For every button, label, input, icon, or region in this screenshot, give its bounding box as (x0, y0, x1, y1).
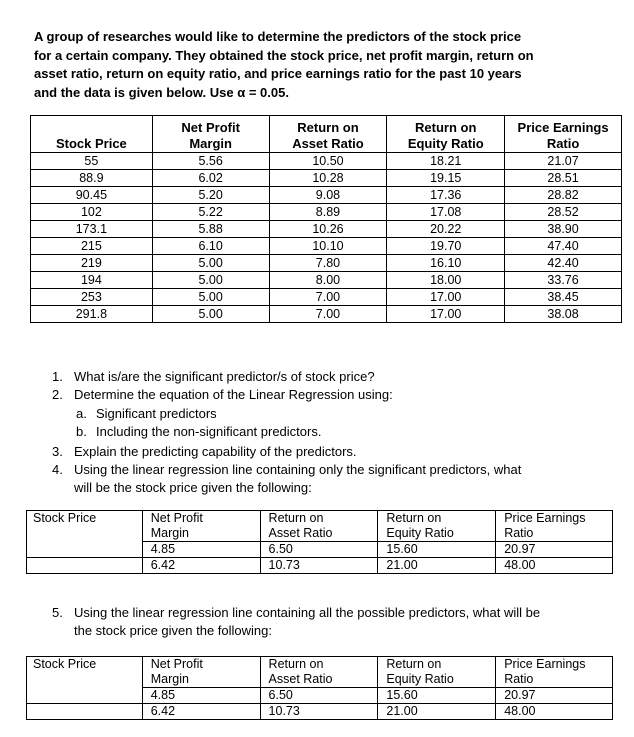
table-cell: 38.90 (505, 221, 622, 238)
table-cell: 7.80 (269, 255, 387, 272)
table-cell: 10.73 (260, 558, 378, 574)
table-cell: 5.00 (152, 306, 269, 323)
table-cell: 5.00 (152, 255, 269, 272)
table-row (31, 238, 622, 255)
table-row (27, 688, 613, 704)
table-cell: 21.00 (378, 558, 496, 574)
table-cell: 4.85 (142, 542, 260, 558)
stock-data-table (30, 115, 622, 323)
header-price-earnings: Price Earnings Ratio (496, 511, 613, 542)
table-cell: 42.40 (505, 255, 622, 272)
table-cell: 5.00 (152, 289, 269, 306)
header-net-profit-margin: Net Profit Margin (142, 657, 260, 688)
table-cell: 55 (31, 153, 153, 170)
table-cell: 88.9 (31, 170, 153, 187)
table-cell: 8.00 (269, 272, 387, 289)
table-cell: 7.00 (269, 306, 387, 323)
table-cell: 48.00 (496, 558, 613, 574)
table-cell: 28.52 (505, 204, 622, 221)
table-cell: 47.40 (505, 238, 622, 255)
table-cell: 15.60 (378, 542, 496, 558)
table-cell: 48.00 (496, 704, 613, 720)
table-row (27, 558, 613, 574)
table-cell: 21.00 (378, 704, 496, 720)
prediction-table-2 (26, 656, 613, 720)
stock-price-blank (27, 704, 143, 720)
table-cell: 18.21 (387, 153, 505, 170)
question-2: 2. Determine the equation of the Linear Regression using: (52, 387, 393, 402)
table-cell: 253 (31, 289, 153, 306)
table-cell: 8.89 (269, 204, 387, 221)
table-cell: 215 (31, 238, 153, 255)
table-cell: 10.73 (260, 704, 378, 720)
table-cell: 28.82 (505, 187, 622, 204)
intro-line: asset ratio, return on equity ratio, and price earnings ratio for the past 10 years (34, 66, 522, 81)
table-cell: 4.85 (142, 688, 260, 704)
table-cell: 15.60 (378, 688, 496, 704)
table-cell: 38.45 (505, 289, 622, 306)
intro-line: for a certain company. They obtained the stock price, net profit margin, return on (34, 47, 534, 63)
table-cell: 20.97 (496, 688, 613, 704)
table-cell: 291.8 (31, 306, 153, 323)
table-row (31, 187, 622, 204)
table-cell: 19.15 (387, 170, 505, 187)
header-return-on-asset: Return on Asset Ratio (260, 657, 378, 688)
table-cell: 16.10 (387, 255, 505, 272)
table-cell: 10.10 (269, 238, 387, 255)
table-row (31, 153, 622, 170)
table-cell: 20.22 (387, 221, 505, 238)
table-cell: 17.00 (387, 306, 505, 323)
table-cell: 194 (31, 272, 153, 289)
table-cell: 10.26 (269, 221, 387, 238)
question-1: 1. What is/are the significant predictor/s of stock price? (52, 369, 375, 384)
question-4: 4. Using the linear regression line containing only the significant predictors, what will be the stock price given the following: (52, 462, 522, 495)
table-cell: 102 (31, 204, 153, 221)
header-net-profit-margin: Net Profit Margin (152, 116, 269, 153)
table-cell: 6.42 (142, 558, 260, 574)
table-cell: 6.02 (152, 170, 269, 187)
table-cell: 17.36 (387, 187, 505, 204)
table-cell: 19.70 (387, 238, 505, 255)
header-return-on-equity: Return on Equity Ratio (387, 116, 505, 153)
table-header-row (27, 657, 613, 688)
table-cell: 17.00 (387, 289, 505, 306)
question-2a: a. Significant predictors (76, 406, 217, 421)
table-cell: 10.28 (269, 170, 387, 187)
table-cell: 90.45 (31, 187, 153, 204)
header-return-on-equity: Return on Equity Ratio (378, 511, 496, 542)
table-cell: 219 (31, 255, 153, 272)
table-row (31, 170, 622, 187)
table-row (31, 306, 622, 323)
table-cell: 33.76 (505, 272, 622, 289)
table-cell: 38.08 (505, 306, 622, 323)
table-cell: 6.42 (142, 704, 260, 720)
header-price-earnings: Price Earnings Ratio (505, 116, 622, 153)
stock-price-label: Stock Price (27, 657, 143, 688)
table-cell: 5.56 (152, 153, 269, 170)
stock-price-blank (27, 558, 143, 574)
table-cell: 5.22 (152, 204, 269, 221)
table-cell: 10.50 (269, 153, 387, 170)
intro-line: and the data is given below. Use α = 0.05. (34, 84, 289, 100)
header-return-on-asset: Return on Asset Ratio (260, 511, 378, 542)
table-row (31, 221, 622, 238)
table-cell: 5.00 (152, 272, 269, 289)
table-cell: 9.08 (269, 187, 387, 204)
stock-price-label: Stock Price (27, 511, 143, 542)
table-row (31, 255, 622, 272)
header-price-earnings: Price Earnings Ratio (496, 657, 613, 688)
table-cell: 173.1 (31, 221, 153, 238)
table-cell: 18.00 (387, 272, 505, 289)
table-header-row (27, 511, 613, 542)
intro-line: A group of researches would like to determine the predictors of the stock price (34, 29, 522, 44)
header-stock-price: Stock Price (31, 116, 153, 153)
table-row (27, 542, 613, 558)
header-return-on-equity: Return on Equity Ratio (378, 657, 496, 688)
table-cell: 6.10 (152, 238, 269, 255)
table-cell: 17.08 (387, 204, 505, 221)
table-cell: 28.51 (505, 170, 622, 187)
header-return-on-asset: Return on Asset Ratio (269, 116, 387, 153)
table-cell: 21.07 (505, 153, 622, 170)
table-header-row (31, 116, 622, 153)
prediction-table-1 (26, 510, 613, 574)
problem-intro (34, 28, 614, 102)
table-cell: 5.20 (152, 187, 269, 204)
table-cell: 7.00 (269, 289, 387, 306)
question-2b: b. Including the non-significant predictors. (76, 424, 322, 439)
table-row (31, 289, 622, 306)
stock-price-blank (27, 688, 143, 704)
table-row (31, 272, 622, 289)
question-3: 3. Explain the predicting capability of the predictors. (52, 444, 357, 459)
table-cell: 20.97 (496, 542, 613, 558)
table-cell: 6.50 (260, 542, 378, 558)
table-row (27, 704, 613, 720)
table-row (31, 204, 622, 221)
header-net-profit-margin: Net Profit Margin (142, 511, 260, 542)
table-cell: 5.88 (152, 221, 269, 238)
stock-price-blank (27, 542, 143, 558)
question-5: 5. Using the linear regression line containing all the possible predictors, what will be the stock price given the following: (52, 605, 541, 638)
table-cell: 6.50 (260, 688, 378, 704)
